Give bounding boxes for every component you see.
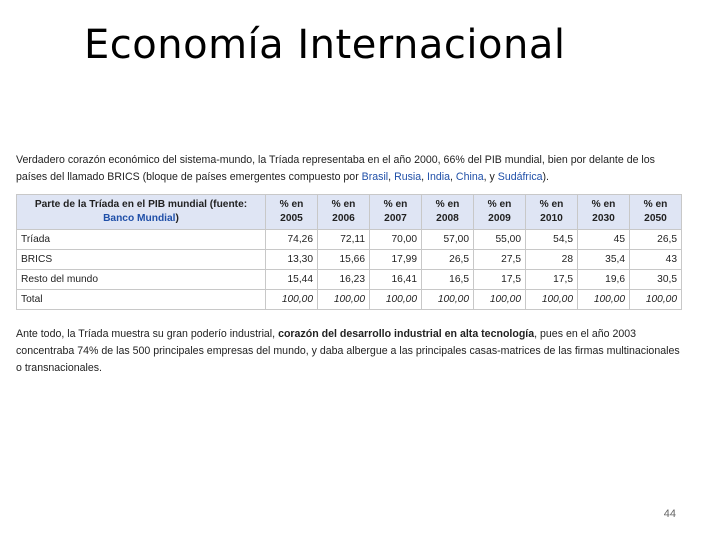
column-header: % en 2030 (578, 195, 630, 230)
column-header: % en 2007 (370, 195, 422, 230)
table-cell: 74,26 (266, 230, 318, 250)
table-cell: 100,00 (526, 290, 578, 310)
table-header-title (17, 195, 266, 230)
gdp-share-table (16, 194, 682, 310)
intro-text: Verdadero corazón económico del sistema-mundo, la Tríada representaba en el año 2000, 66% del PIB mundial, bien por delante de los países del llamado BRICS (bloque de países emergentes compuesto por (16, 154, 655, 183)
table-header-row (17, 195, 682, 230)
table-cell: 15,44 (266, 270, 318, 290)
table-cell: 28 (526, 250, 578, 270)
separator: , (388, 171, 395, 183)
table-row (17, 250, 682, 270)
banco-mundial-link[interactable]: Banco Mundial (103, 213, 176, 224)
table-cell: 17,5 (526, 270, 578, 290)
table-cell: 72,11 (318, 230, 370, 250)
separator: , (421, 171, 428, 183)
table-cell: 54,5 (526, 230, 578, 250)
column-header: % en 2008 (422, 195, 474, 230)
outro-paragraph (16, 326, 686, 377)
table-cell: 43 (630, 250, 682, 270)
table-cell: 100,00 (630, 290, 682, 310)
row-label: Total (17, 290, 266, 310)
table-cell: 16,5 (422, 270, 474, 290)
table-cell: 15,66 (318, 250, 370, 270)
table-cell: 100,00 (422, 290, 474, 310)
separator: , y (483, 171, 498, 183)
table-cell: 27,5 (474, 250, 526, 270)
table-cell: 16,23 (318, 270, 370, 290)
table-cell: 26,5 (422, 250, 474, 270)
slide-title: Economía Internacional (84, 22, 566, 68)
table-cell: 19,6 (578, 270, 630, 290)
table-cell: 70,00 (370, 230, 422, 250)
table-cell: 100,00 (578, 290, 630, 310)
table-row (17, 270, 682, 290)
country-link-china[interactable]: China (455, 171, 484, 183)
column-header: % en 2050 (630, 195, 682, 230)
column-header: % en 2010 (526, 195, 578, 230)
table-row (17, 230, 682, 250)
table-cell: 13,30 (266, 250, 318, 270)
table-cell: 100,00 (370, 290, 422, 310)
row-label: Tríada (17, 230, 266, 250)
table-cell: 57,00 (422, 230, 474, 250)
country-link-sudafrica[interactable]: Sudáfrica (497, 171, 543, 183)
country-link-india[interactable]: India (427, 171, 451, 183)
table-row-total (17, 290, 682, 310)
column-header: % en 2006 (318, 195, 370, 230)
table-cell: 35,4 (578, 250, 630, 270)
row-label: Resto del mundo (17, 270, 266, 290)
outro-text: Ante todo, la Tríada muestra su gran poderío industrial, (16, 328, 279, 340)
page-number: 44 (663, 508, 676, 520)
row-label: BRICS (17, 250, 266, 270)
header-prefix: Parte de la Tríada en el PIB mundial (fuente: (34, 199, 248, 210)
intro-text-end: ). (542, 171, 549, 183)
header-suffix: ) (175, 213, 179, 224)
table-cell: 45 (578, 230, 630, 250)
table-cell: 100,00 (266, 290, 318, 310)
table-cell: 26,5 (630, 230, 682, 250)
table-cell: 17,5 (474, 270, 526, 290)
table-cell: 100,00 (318, 290, 370, 310)
column-header: % en 2009 (474, 195, 526, 230)
country-link-brasil[interactable]: Brasil (361, 171, 389, 183)
intro-paragraph (16, 152, 686, 186)
country-link-rusia[interactable]: Rusia (394, 171, 422, 183)
table-cell: 30,5 (630, 270, 682, 290)
column-header: % en 2005 (266, 195, 318, 230)
outro-text-end: , pues en el año 2003 concentraba 74% de las 500 principales empresas del mundo, y daba albergue a las principales casas-matrices de las firmas multinacionales o transnacionales. (16, 328, 680, 374)
table-cell: 55,00 (474, 230, 526, 250)
outro-bold-text: corazón del desarrollo industrial en alta tecnología (278, 328, 535, 340)
table-cell: 17,99 (370, 250, 422, 270)
table-cell: 100,00 (474, 290, 526, 310)
table-cell: 16,41 (370, 270, 422, 290)
separator: , (450, 171, 456, 183)
